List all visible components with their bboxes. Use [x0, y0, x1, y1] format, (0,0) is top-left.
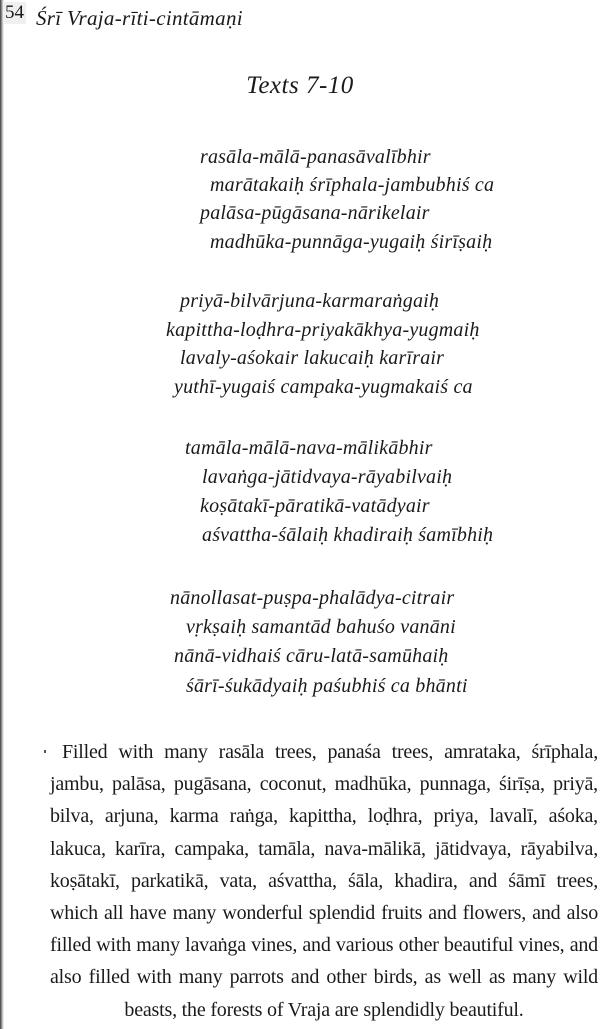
verse-line: marātakaiḥ śrīphala-jambubhiś ca	[210, 174, 495, 196]
verse-line: tamāla-mālā-nava-mālikābhir	[185, 437, 433, 459]
verse-line: kapittha-loḍhra-priyakākhya-yugmaiḥ	[166, 319, 480, 341]
verse-line: madhūka-punnāga-yugaiḥ śirīṣaiḥ	[210, 231, 493, 253]
verse-line: lavaly-aśokair lakucaiḥ karīrair	[180, 347, 445, 369]
page-binding-edge	[0, 0, 4, 1029]
verse-line: nānollasat-puṣpa-phalādya-citrair	[170, 587, 455, 609]
verse-line: nānā-vidhaiś cāru-latā-samūhaiḥ	[174, 645, 449, 667]
verse-line: yuthī-yugaiś campaka-yugmakaiś ca	[174, 376, 473, 398]
verse-line: aśvattha-śālaiḥ khadiraiḥ śamībhiḥ	[202, 524, 494, 546]
running-head: Śrī Vraja-rīti-cintāmaṇi	[36, 6, 243, 30]
verse-line: lavaṅga-jātidvaya-rāyabilvaiḥ	[202, 466, 453, 488]
section-title: Texts 7-10	[246, 72, 354, 99]
translation-paragraph	[50, 736, 598, 1026]
verse-line: vṛkṣaiḥ samantād bahuśo vanāni	[186, 616, 456, 638]
translation-text: Filled with many rasāla trees, panaśa trees, amrataka, śrīphala, jambu, palāsa, pugāsana, coconut, madhūka, punnaga, śirīṣa, priyā, bilva, arjuna, karma raṅga, kapittha, loḍhra, priya, lavalī, aśoka, lakuca, karīra, campaka, tamāla, nava-mālikā, jātidvaya, rāyabilva, koṣātakī, parkatikā, vata, aśvattha, śāla, khadira, and śāmī trees, which all have many wonderful splendid fruits and flowers, and also filled with many lavaṅga vines, and various other beautiful vines, and also filled with many parrots and other birds, as well as many wild beasts, the forests of Vraja are splendidly beautiful.	[50, 741, 598, 1021]
print-speck	[44, 750, 46, 753]
verse-line: palāsa-pūgāsana-nārikelair	[200, 202, 430, 224]
verse-line: śārī-śukādyaiḥ paśubhiś ca bhānti	[186, 675, 468, 697]
verse-line: koṣātakī-pāratikā-vatādyair	[200, 495, 430, 517]
verse-line: rasāla-mālā-panasāvalībhir	[200, 146, 431, 168]
verse-line: priyā-bilvārjuna-karmaraṅgaiḥ	[180, 290, 440, 312]
page-number: 54	[5, 2, 24, 23]
